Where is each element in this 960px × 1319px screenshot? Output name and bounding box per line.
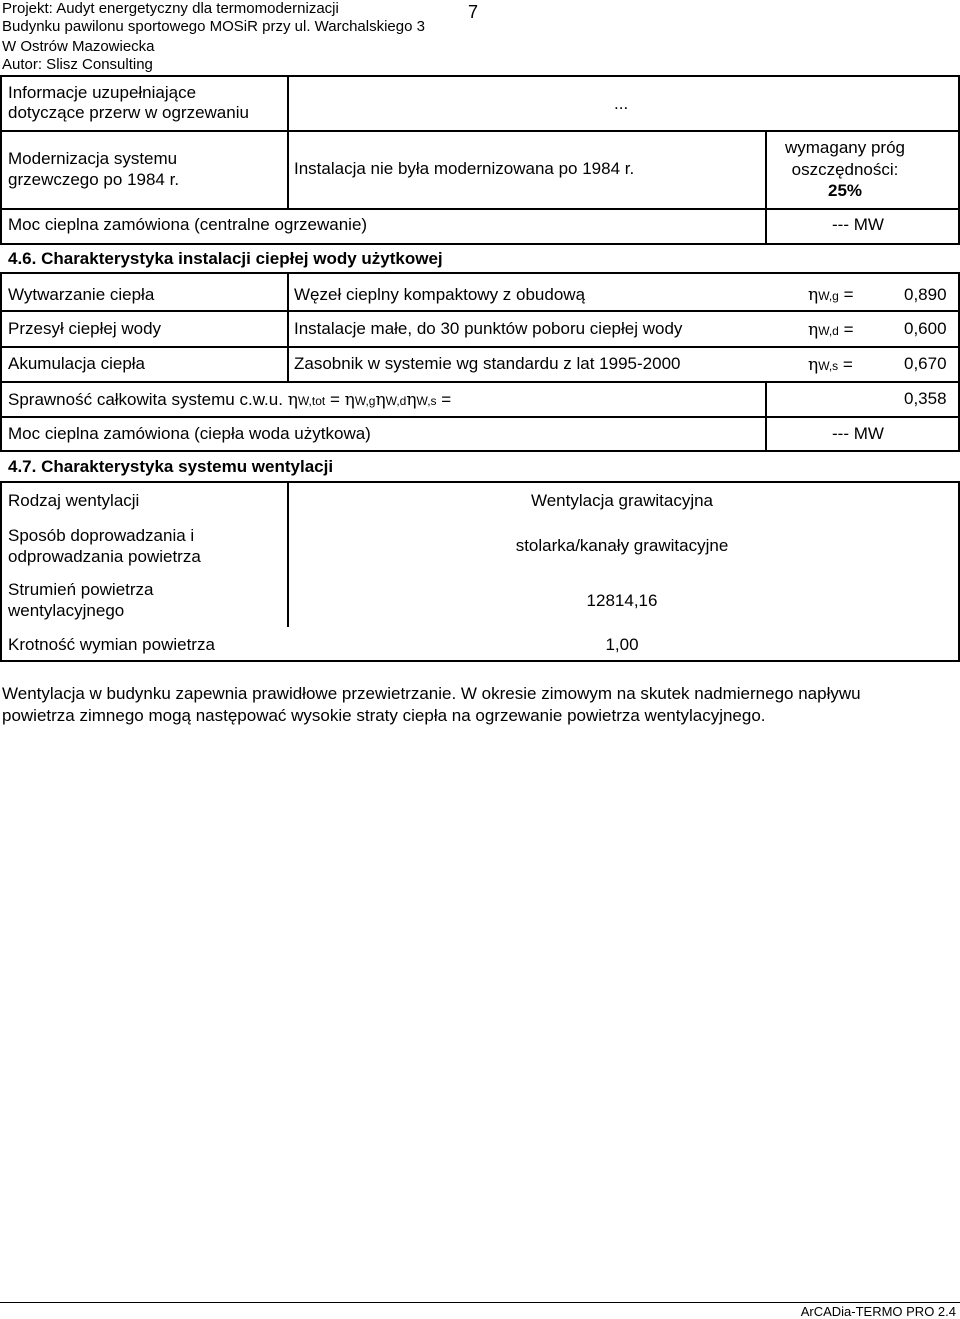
dhw-row-description: Zasobnik w systemie wg standardu z lat 1995-2000 [294, 354, 681, 373]
divider [0, 310, 960, 312]
dhw-row-value: 0,600 [904, 319, 947, 338]
air-exchange-label: Krotność wymian powietrza [8, 635, 215, 654]
divider [0, 381, 960, 383]
divider [765, 130, 767, 245]
break-info-value: ... [614, 94, 629, 113]
ventilation-type-label: Rodzaj wentylacji [8, 491, 140, 510]
section-title: 4.6. Charakterystyka instalacji ciepłej wody użytkowej [8, 249, 443, 268]
divider [0, 130, 960, 132]
air-exchange-value: 1,00 [605, 635, 639, 654]
dhw-row-label: Przesył ciepłej wody [8, 319, 162, 338]
efficiency-symbol: ηW,d = [808, 320, 854, 340]
software-name: ArCADia-TERMO PRO 2.4 [800, 1304, 956, 1319]
modernization-label: Modernizacja systemu [8, 149, 178, 168]
dhw-ordered-power-label: Moc cieplna zamówiona (ciepła woda użytkowa) [8, 424, 371, 443]
efficiency-symbol: ηW,g = [808, 285, 854, 305]
divider [0, 416, 960, 418]
threshold-label: oszczędności: [791, 160, 899, 179]
footer-rule [0, 1302, 960, 1303]
air-supply-label: odprowadzania powietrza [8, 547, 201, 566]
page-number: 7 [468, 2, 479, 22]
divider [0, 208, 960, 210]
section-title: 4.7. Charakterystyka systemu wentylacji [8, 457, 334, 476]
dhw-row-description: Węzeł cieplny kompaktowy z obudową [294, 285, 586, 304]
airflow-label: Strumień powietrza [8, 580, 154, 599]
dhw-ordered-power-value: --- MW [832, 424, 884, 443]
break-info-label: dotyczące przerw w ogrzewaniu [8, 103, 249, 122]
building-address: Budynku pawilonu sportowego MOSiR przy ul. Warchalskiego 3 [2, 18, 425, 35]
ordered-power-label: Moc cieplna zamówiona (centralne ogrzewanie) [8, 215, 368, 234]
airflow-label: wentylacyjnego [8, 601, 125, 620]
divider [287, 272, 289, 382]
ventilation-note: Wentylacja w budynku zapewnia prawidłowe przewietrzanie. W okresie zimowym na skutek nadmiernego napływu [2, 684, 861, 703]
divider [765, 381, 767, 452]
efficiency-symbol: ηW,s = [808, 355, 853, 375]
air-supply-label: Sposób doprowadzania i [8, 526, 195, 545]
dhw-row-label: Akumulacja ciepła [8, 354, 146, 373]
airflow-value: 12814,16 [586, 591, 658, 610]
project-title: Projekt: Audyt energetyczny dla termomodernizacji [2, 0, 339, 17]
ventilation-note: powietrza zimnego mogą następować wysokie straty ciepła na ogrzewanie powietrza wentylacyjnego. [2, 706, 766, 725]
author: Autor: Slisz Consulting [2, 56, 153, 73]
threshold-value: 25% [827, 181, 863, 200]
ordered-power-value: --- MW [832, 215, 884, 234]
break-info-label: Informacje uzupełniające [8, 83, 197, 102]
total-efficiency-label: Sprawność całkowita systemu c.w.u. ηW,tot = ηW,gηW,dηW,s = [8, 390, 452, 410]
ventilation-type-value: Wentylacja grawitacyjna [530, 491, 714, 510]
air-supply-value: stolarka/kanały grawitacyjne [515, 536, 729, 555]
dhw-row-value: 0,890 [904, 285, 947, 304]
threshold-label: wymagany próg [784, 138, 905, 157]
modernization-label: grzewczego po 1984 r. [8, 170, 180, 189]
divider [287, 75, 289, 210]
dhw-row-label: Wytwarzanie ciepła [8, 285, 155, 304]
modernization-value: Instalacja nie była modernizowana po 1984 r. [294, 159, 635, 178]
divider [0, 346, 960, 348]
total-efficiency-value: 0,358 [904, 389, 947, 408]
dhw-row-value: 0,670 [904, 354, 947, 373]
divider [287, 481, 289, 627]
dhw-row-description: Instalacje małe, do 30 punktów poboru ciepłej wody [294, 319, 683, 338]
city: W Ostrów Mazowiecka [2, 38, 155, 55]
